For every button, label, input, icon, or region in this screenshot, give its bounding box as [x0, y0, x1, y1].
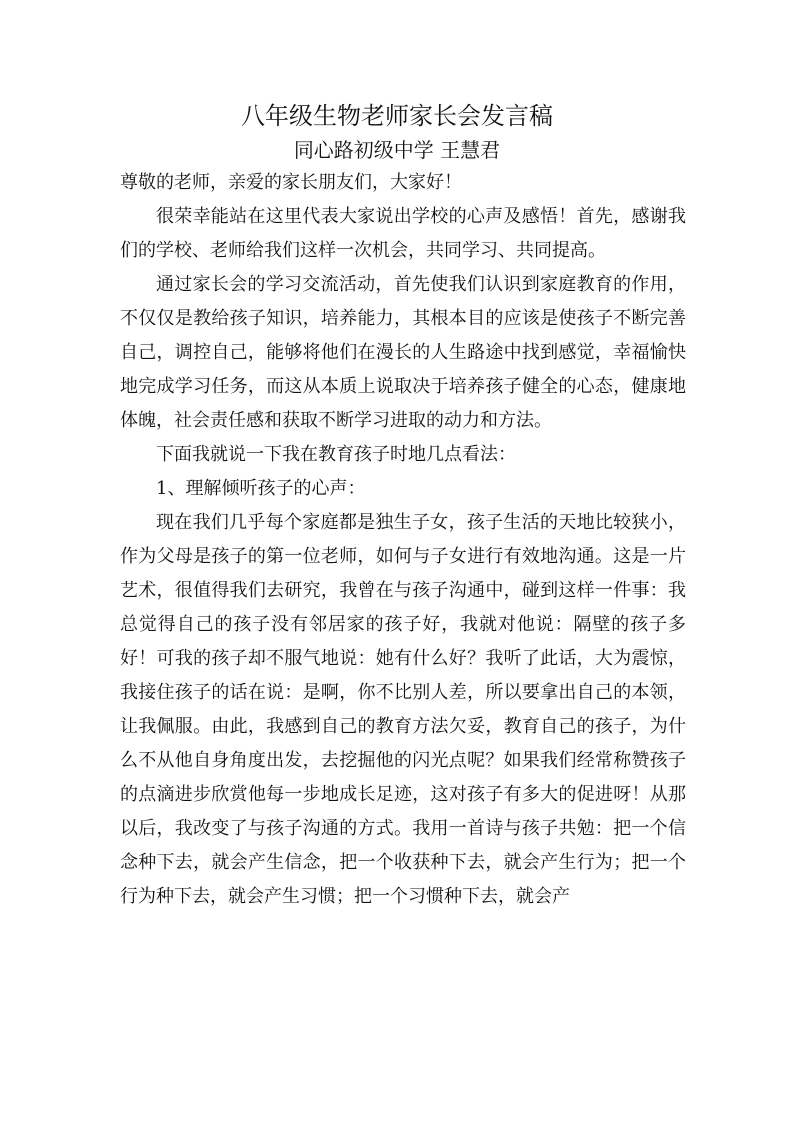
body-paragraph: 下面我就说一下我在教育孩子时地几点看法：: [156, 444, 516, 465]
greeting-paragraph: 尊敬的老师，亲爱的家长朋友们，大家好！: [120, 172, 462, 193]
section-heading: 1、理解倾听孩子的心声：: [156, 478, 366, 499]
document-title: 八年级生物老师家长会发言稿: [241, 102, 553, 130]
body-paragraph: 很荣幸能站在这里代表大家说出学校的心声及感悟！首先，感谢我们的学校、老师给我们这样一次机会，共同学习、共同提高。: [120, 206, 686, 261]
document-body: [120, 166, 686, 914]
body-paragraph: 通过家长会的学习交流活动，首先使我们认识到家庭教育的作用，不仅仅是教给孩子知识，培养能力，其根本目的应该是使孩子不断完善自己，调控自己，能够将他们在漫长的人生路途中找到感觉，幸福愉快地完成学习任务，而这从本质上说取决于培养孩子健全的心态，健康地体魄，社会责任感和获取不断学习进取的动力和方法。: [120, 274, 686, 431]
body-paragraph: 现在我们几乎每个家庭都是独生子女，孩子生活的天地比较狭小，作为父母是孩子的第一位老师，如何与子女进行有效地沟通。这是一片艺术，很值得我们去研究，我曾在与孩子沟通中，碰到这样一件事：我总觉得自己的孩子没有邻居家的孩子好，我就对他说：隔壁的孩子多好！可我的孩子却不服气地说：她有什么好？我听了此话，大为震惊，我接住孩子的话在说：是啊，你不比别人差，所以要拿出自己的本领，让我佩服。由此，我感到自己的教育方法欠妥，教育自己的孩子，为什么不从他自身角度出发，去挖掘他的闪光点呢？如果我们经常称赞孩子的点滴进步欣赏他每一步地成长足迹，这对孩子有多大的促进呀！从那以后，我改变了与孩子沟通的方式。我用一首诗与孩子共勉：把一个信念种下去，就会产生信念，把一个收获种下去，就会产生行为；把一个行为种下去，就会产生习惯；把一个习惯种下去，就会产: [120, 512, 686, 907]
document-author-line: 同心路初级中学 王慧君: [293, 138, 501, 162]
